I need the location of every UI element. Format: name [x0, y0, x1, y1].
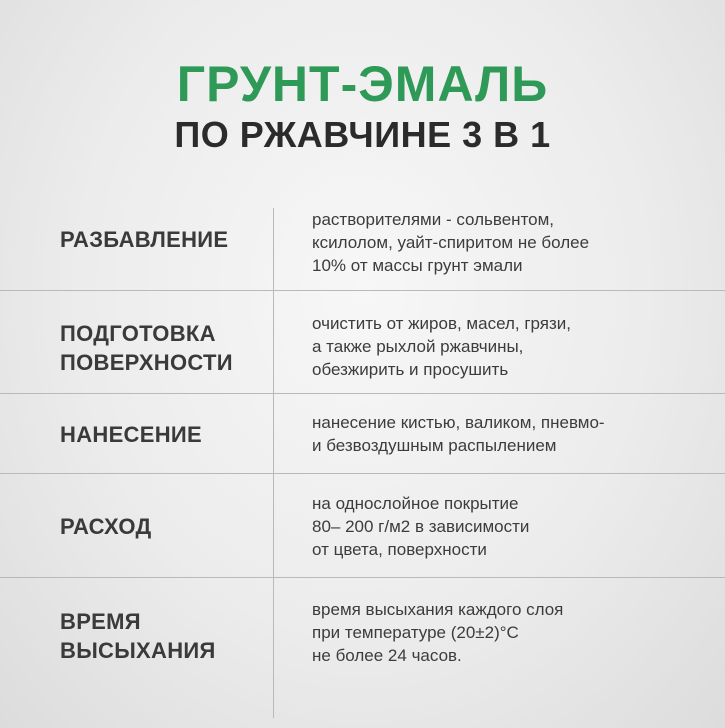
spec-value: очистить от жиров, масел, грязи, а также рыхлой ржавчины, обезжирить и просушить: [312, 314, 572, 379]
column-divider: [273, 474, 274, 577]
title-product-subtitle: ПО РЖАВЧИНЕ 3 В 1: [174, 114, 551, 155]
spec-value: растворителями - сольвентом, ксилолом, уайт-спиритом не более 10% от массы грунт эмали: [312, 210, 590, 275]
spec-row-consumption: [0, 474, 725, 578]
spec-row-surface-prep: [0, 291, 725, 394]
spec-label: ПОДГОТОВКА ПОВЕРХНОСТИ: [60, 321, 233, 375]
spec-table: [0, 208, 725, 718]
spec-label: РАЗБАВЛЕНИЕ: [60, 227, 229, 252]
spec-row-dilution: [0, 208, 725, 291]
spec-value: на однослойное покрытие 80– 200 г/м2 в зависимости от цвета, поверхности: [312, 494, 530, 559]
spec-row-application: [0, 394, 725, 474]
column-divider: [273, 208, 274, 290]
title-product-name: ГРУНТ-ЭМАЛЬ: [176, 56, 549, 112]
spec-label: ВРЕМЯ ВЫСЫХАНИЯ: [60, 609, 216, 663]
spec-value: время высыхания каждого слоя при температуре (20±2)°C не более 24 часов.: [312, 600, 564, 665]
column-divider: [273, 394, 274, 473]
column-divider: [273, 291, 274, 393]
column-divider: [273, 578, 274, 718]
spec-row-drying-time: [0, 578, 725, 718]
spec-label: НАНЕСЕНИЕ: [60, 422, 202, 447]
spec-value: нанесение кистью, валиком, пневмо- и безвоздушным распылением: [312, 413, 605, 455]
spec-label: РАСХОД: [60, 514, 152, 539]
